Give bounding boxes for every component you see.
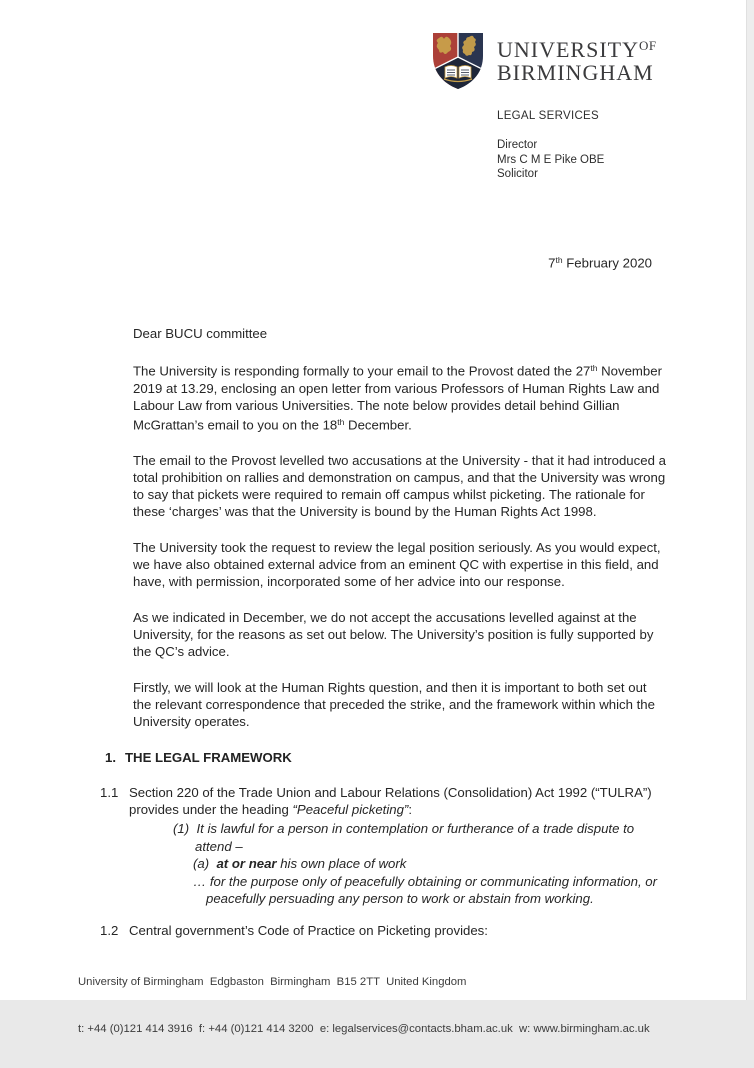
clause-body — [129, 784, 663, 908]
clause-number: 1.2 — [100, 922, 119, 938]
wordmark-line2: BIRMINGHAM — [497, 60, 654, 85]
paragraph-2: The email to the Provost levelled two accusations at the University - that it had introduced a total prohibition on rallies and demonstration on campus, and that the University was wrong to say that pickets were required to remain off campus whilst picketing. The rationale for these ‘charges’ was that the University is bound by the Human Rights Act 1998. — [133, 453, 666, 519]
contact-title: Director — [497, 139, 538, 151]
clause-1-2 — [100, 922, 663, 939]
wordmark-line1: $UNIVERSITY^{OF}$ — [497, 37, 657, 62]
salutation: Dear BUCU committee — [133, 326, 268, 341]
paragraph-1: The University is responding formally to your email to the Provost dated the 27th November 2019 at 13.29, enclosing an open letter from various Professors of Human Rights Law and Labour Law from various Universities. The note below provides detail behind Gillian McGrattan’s email to you on the 18th December. — [133, 363, 662, 432]
page-footer — [78, 944, 718, 1068]
footer-contact-line: t: +44 (0)121 414 3916 f: +44 (0)121 414 3200 e: legalservices@contacts.bham.ac.uk w: www.birmingham.ac.uk — [78, 1022, 650, 1035]
department-label: LEGAL SERVICES — [497, 110, 599, 122]
paragraph-4: As we indicated in December, we do not accept the accusations levelled against at the University, for the reasons as set out below. The University’s position is fully supported by the QC’s advice. — [133, 610, 654, 659]
paragraph-3: The University took the request to review the legal position seriously. As you would expect, we have also obtained external advice from an eminent QC with expertise in this field, and have, with permission, incorporated some of her advice into our response. — [133, 540, 661, 589]
quote-item-1: (1) It is lawful for a person in contemplation or furtherance of a trade dispute to attend – — [173, 821, 635, 854]
contact-name: Mrs C M E Pike OBE — [497, 153, 605, 166]
statute-quote-block — [129, 820, 663, 908]
clause-number: 1.1 — [100, 785, 119, 800]
clause-1-1 — [100, 784, 663, 908]
clause-intro: Section 220 of the Trade Union and Labour Relations (Consolidation) Act 1992 (“TULRA”) provides under the heading “Peaceful picketing”: — [129, 785, 652, 817]
contact-block — [497, 138, 604, 182]
quote-item-ellipsis: … for the purpose only of peacefully obtaining or communicating information, or peacefully persuading any person to work or abstain from working. — [193, 873, 658, 906]
university-wordmark — [497, 34, 657, 84]
university-of-birmingham-crest-icon — [430, 30, 486, 92]
letter-body — [0, 326, 754, 939]
footer-address-line: University of Birmingham Edgbaston Birmingham B15 2TT United Kingdom — [78, 976, 467, 988]
section-title: THE LEGAL FRAMEWORK — [125, 750, 292, 765]
letter-date: 7th February 2020 — [548, 255, 652, 271]
clause-body: Central government’s Code of Practice on Picketing provides: — [129, 922, 488, 938]
section-heading — [105, 750, 754, 765]
wordmark-of: OF — [639, 38, 657, 53]
section-number: 1. — [105, 750, 116, 765]
quote-item-a: (a) at or near his own place of work — [193, 856, 407, 871]
contact-role: Solicitor — [497, 168, 538, 180]
paragraph-5: Firstly, we will look at the Human Rights question, and then it is important to both set out the relevant correspondence that preceded the strike, and the framework within which the University operates. — [133, 680, 655, 729]
